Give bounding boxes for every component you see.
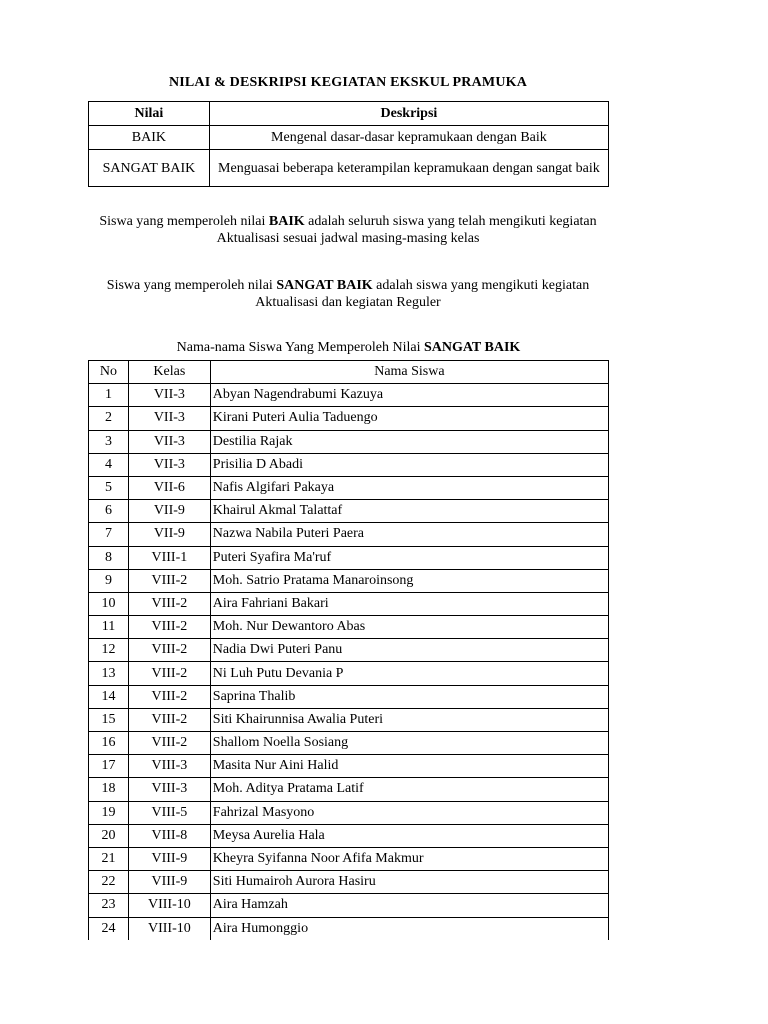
table-row bbox=[89, 917, 609, 940]
grade-value: BAIK bbox=[89, 126, 210, 150]
student-no: 10 bbox=[89, 592, 129, 615]
student-class: VIII-2 bbox=[128, 639, 210, 662]
student-class: VII-3 bbox=[128, 430, 210, 453]
table-row bbox=[89, 476, 609, 499]
table-row bbox=[89, 430, 609, 453]
student-name: Moh. Nur Dewantoro Abas bbox=[210, 616, 608, 639]
table-row bbox=[89, 639, 609, 662]
student-name: Meysa Aurelia Hala bbox=[210, 824, 608, 847]
student-name: Kirani Puteri Aulia Taduengo bbox=[210, 407, 608, 430]
paragraph-bold-grade: BAIK bbox=[268, 214, 305, 229]
table-row bbox=[89, 732, 609, 755]
student-no: 13 bbox=[89, 662, 129, 685]
grade-description: Mengenal dasar-dasar kepramukaan dengan Baik bbox=[209, 126, 608, 150]
student-class: VII-3 bbox=[128, 453, 210, 476]
table-row bbox=[89, 685, 609, 708]
student-table-body bbox=[89, 384, 609, 940]
student-name: Khairul Akmal Talattaf bbox=[210, 500, 608, 523]
student-name: Aira Humonggio bbox=[210, 917, 608, 940]
student-no: 1 bbox=[89, 384, 129, 407]
student-class: VIII-3 bbox=[128, 755, 210, 778]
student-no: 15 bbox=[89, 708, 129, 731]
paragraph-sangat-baik bbox=[80, 277, 616, 311]
student-name: Ni Luh Putu Devania P bbox=[210, 662, 608, 685]
table-row bbox=[89, 894, 609, 917]
list-title-bold: SANGAT BAIK bbox=[423, 340, 521, 355]
student-name: Nazwa Nabila Puteri Paera bbox=[210, 523, 608, 546]
table-row bbox=[89, 407, 609, 430]
student-name: Destilia Rajak bbox=[210, 430, 608, 453]
nilai-header: Nilai bbox=[89, 102, 210, 126]
student-class: VIII-10 bbox=[128, 917, 210, 940]
table-row bbox=[89, 453, 609, 476]
table-row bbox=[89, 569, 609, 592]
student-class: VII-9 bbox=[128, 523, 210, 546]
table-row bbox=[89, 778, 609, 801]
student-no: 12 bbox=[89, 639, 129, 662]
student-class: VIII-5 bbox=[128, 801, 210, 824]
student-name: Siti Khairunnisa Awalia Puteri bbox=[210, 708, 608, 731]
student-class: VIII-1 bbox=[128, 546, 210, 569]
nama-header: Nama Siswa bbox=[210, 361, 608, 384]
table-row bbox=[89, 755, 609, 778]
student-no: 22 bbox=[89, 871, 129, 894]
paragraph-text: adalah seluruh siswa yang telah mengikuti kegiatan Aktualisasi sesuai jadwal masing-masing kelas bbox=[216, 214, 597, 246]
grade-row-sangat-baik bbox=[89, 150, 609, 187]
student-no: 7 bbox=[89, 523, 129, 546]
table-row bbox=[89, 871, 609, 894]
student-class: VIII-2 bbox=[128, 732, 210, 755]
table-row bbox=[89, 662, 609, 685]
student-no: 17 bbox=[89, 755, 129, 778]
student-class: VIII-2 bbox=[128, 685, 210, 708]
student-name: Puteri Syafira Ma'ruf bbox=[210, 546, 608, 569]
kelas-header: Kelas bbox=[128, 361, 210, 384]
student-name: Prisilia D Abadi bbox=[210, 453, 608, 476]
table-row bbox=[89, 708, 609, 731]
table-row bbox=[89, 523, 609, 546]
student-class: VII-9 bbox=[128, 500, 210, 523]
student-name: Nafis Algifari Pakaya bbox=[210, 476, 608, 499]
paragraph-text: adalah siswa yang mengikuti kegiatan Aktualisasi dan kegiatan Reguler bbox=[255, 278, 590, 310]
table-row bbox=[89, 592, 609, 615]
student-name: Moh. Aditya Pratama Latif bbox=[210, 778, 608, 801]
student-no: 18 bbox=[89, 778, 129, 801]
grade-value: SANGAT BAIK bbox=[89, 150, 210, 187]
student-name: Aira Fahriani Bakari bbox=[210, 592, 608, 615]
student-name: Masita Nur Aini Halid bbox=[210, 755, 608, 778]
student-name: Siti Humairoh Aurora Hasiru bbox=[210, 871, 608, 894]
student-class: VIII-10 bbox=[128, 894, 210, 917]
student-name: Saprina Thalib bbox=[210, 685, 608, 708]
table-row bbox=[89, 546, 609, 569]
student-class: VIII-3 bbox=[128, 778, 210, 801]
student-table bbox=[88, 360, 609, 940]
student-name: Kheyra Syifanna Noor Afifa Makmur bbox=[210, 847, 608, 870]
student-class: VII-6 bbox=[128, 476, 210, 499]
deskripsi-header: Deskripsi bbox=[209, 102, 608, 126]
student-no: 8 bbox=[89, 546, 129, 569]
student-no: 24 bbox=[89, 917, 129, 940]
student-no: 11 bbox=[89, 616, 129, 639]
table-row bbox=[89, 384, 609, 407]
student-no: 6 bbox=[89, 500, 129, 523]
list-title-text: Nama-nama Siswa Yang Memperoleh Nilai bbox=[176, 340, 424, 355]
student-no: 19 bbox=[89, 801, 129, 824]
student-no: 14 bbox=[89, 685, 129, 708]
student-class: VIII-2 bbox=[128, 616, 210, 639]
paragraph-text: Siswa yang memperoleh nilai bbox=[106, 278, 277, 293]
student-class: VIII-9 bbox=[128, 871, 210, 894]
table-row bbox=[89, 801, 609, 824]
student-class: VII-3 bbox=[128, 407, 210, 430]
student-name: Moh. Satrio Pratama Manaroinsong bbox=[210, 569, 608, 592]
table-row bbox=[89, 824, 609, 847]
student-name: Abyan Nagendrabumi Kazuya bbox=[210, 384, 608, 407]
student-name: Fahrizal Masyono bbox=[210, 801, 608, 824]
paragraph-text: Siswa yang memperoleh nilai bbox=[99, 214, 269, 229]
table-row bbox=[89, 847, 609, 870]
student-name: Nadia Dwi Puteri Panu bbox=[210, 639, 608, 662]
grade-row-baik bbox=[89, 126, 609, 150]
student-no: 23 bbox=[89, 894, 129, 917]
no-header: No bbox=[89, 361, 129, 384]
student-name: Shallom Noella Sosiang bbox=[210, 732, 608, 755]
student-no: 9 bbox=[89, 569, 129, 592]
table-row bbox=[89, 616, 609, 639]
student-no: 16 bbox=[89, 732, 129, 755]
grade-table-header-row bbox=[89, 102, 609, 126]
student-class: VII-3 bbox=[128, 384, 210, 407]
paragraph-baik bbox=[80, 213, 616, 247]
student-no: 4 bbox=[89, 453, 129, 476]
student-class: VIII-2 bbox=[128, 662, 210, 685]
student-class: VIII-2 bbox=[128, 708, 210, 731]
table-row bbox=[89, 500, 609, 523]
grade-description: Menguasai beberapa keterampilan kepramukaan dengan sangat baik bbox=[209, 150, 608, 187]
student-list-title bbox=[88, 340, 609, 356]
student-class: VIII-9 bbox=[128, 847, 210, 870]
page-title: NILAI & DESKRIPSI KEGIATAN EKSKUL PRAMUKA bbox=[168, 75, 528, 90]
student-name: Aira Hamzah bbox=[210, 894, 608, 917]
student-no: 21 bbox=[89, 847, 129, 870]
student-no: 5 bbox=[89, 476, 129, 499]
grade-description-table bbox=[88, 101, 609, 187]
student-no: 2 bbox=[89, 407, 129, 430]
student-no: 20 bbox=[89, 824, 129, 847]
student-no: 3 bbox=[89, 430, 129, 453]
student-class: VIII-8 bbox=[128, 824, 210, 847]
student-table-header-row bbox=[89, 361, 609, 384]
student-class: VIII-2 bbox=[128, 569, 210, 592]
student-class: VIII-2 bbox=[128, 592, 210, 615]
paragraph-bold-grade: SANGAT BAIK bbox=[276, 278, 373, 293]
